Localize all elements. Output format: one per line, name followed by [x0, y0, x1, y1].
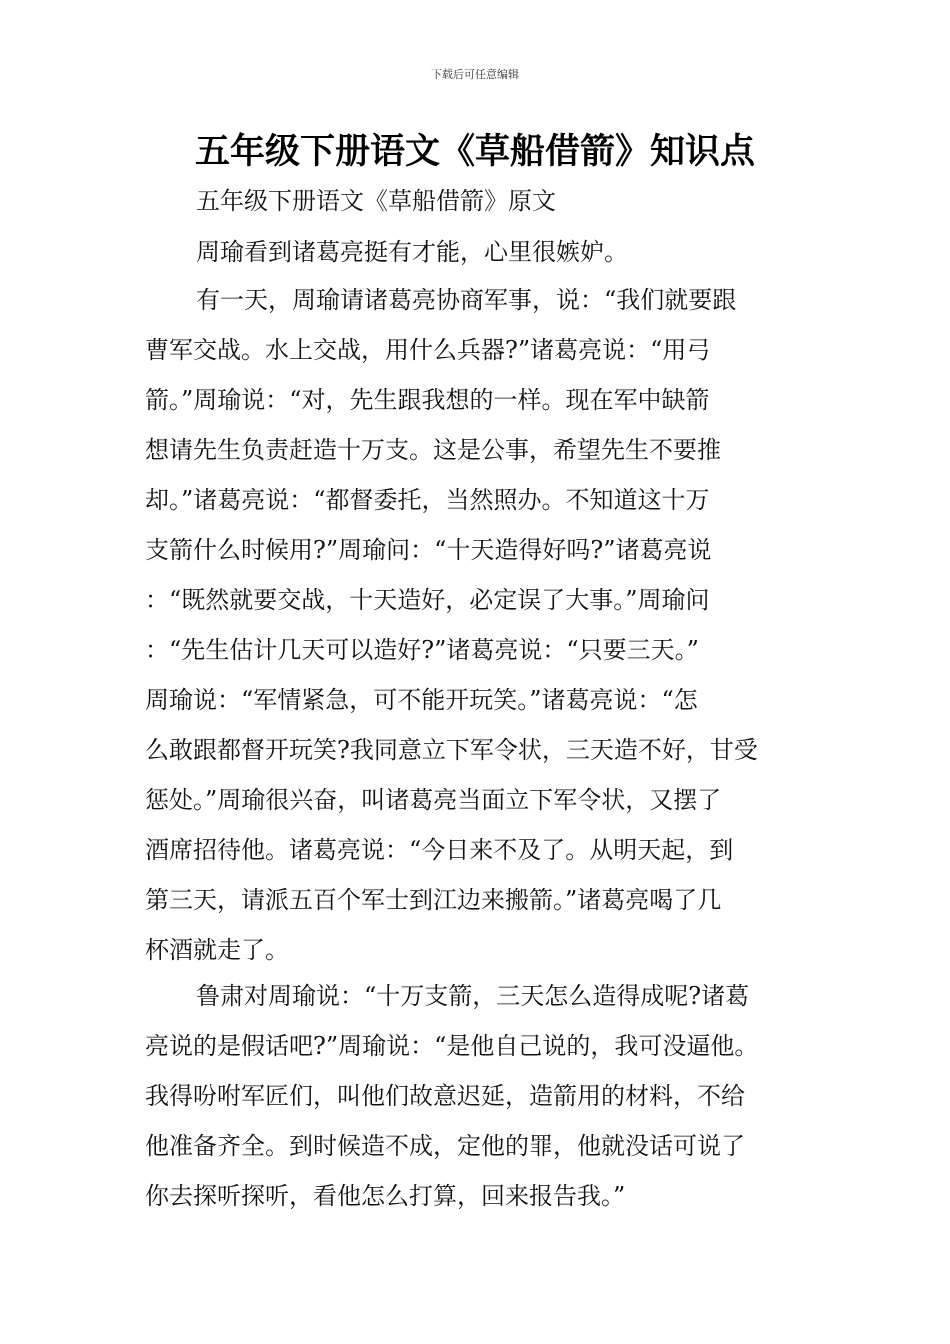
- paragraph-line: 亮说的是假话吧?”周瑜说：“是他自己说的，我可没逼他。: [145, 1032, 759, 1060]
- paragraph-line: 却。”诸葛亮说：“都督委托，当然照办。不知道这十万: [145, 486, 710, 514]
- paragraph-line: 惩处。”周瑜很兴奋，叫诸葛亮当面立下军令状，又摆了: [145, 786, 722, 814]
- paragraph-line: 杯酒就走了。: [145, 936, 289, 964]
- paragraph-line: 箭。”周瑜说：“对，先生跟我想的一样。现在军中缺箭: [145, 386, 710, 414]
- paragraph-line: 想请先生负责赶造十万支。这是公事，希望先生不要推: [145, 436, 721, 464]
- paragraph-line: 酒席招待他。诸葛亮说：“今日来不及了。从明天起，到: [145, 836, 734, 864]
- document-subtitle: 五年级下册语文《草船借箭》原文: [196, 187, 556, 215]
- paragraph-line: 周瑜说：“军情紧急，可不能开玩笑。”诸葛亮说：“怎: [145, 686, 698, 714]
- paragraph-line: ：“先生估计几天可以造好?”诸葛亮说：“只要三天。”: [145, 636, 699, 664]
- paragraph-line: 支箭什么时候用?”周瑜问：“十天造得好吗?”诸葛亮说: [145, 536, 712, 564]
- paragraph-line: 你去探听探听，看他怎么打算，回来报告我。”: [145, 1182, 626, 1210]
- paragraph-line: 周瑜看到诸葛亮挺有才能，心里很嫉妒。: [196, 238, 628, 266]
- document-title: 五年级下册语文《草船借箭》知识点: [194, 132, 755, 172]
- paragraph-line: 曹军交战。水上交战，用什么兵器?”诸葛亮说：“用弓: [145, 336, 711, 364]
- paragraph-line: 鲁肃对周瑜说：“十万支箭，三天怎么造得成呢?诸葛: [196, 982, 750, 1010]
- paragraph-1: [145, 227, 805, 277]
- paragraph-line: 他准备齐全。到时候造不成，定他的罪，他就没话可说了: [145, 1132, 745, 1160]
- paragraph-line: 么敢跟都督开玩笑?我同意立下军令状，三天造不好，甘受: [145, 736, 758, 764]
- paragraph-3: [145, 971, 805, 1221]
- page-header-note: 下载后可任意编辑: [431, 68, 519, 81]
- paragraph-2: [145, 275, 805, 975]
- paragraph-line: 有一天，周瑜请诸葛亮协商军事，说：“我们就要跟: [196, 286, 737, 314]
- paragraph-line: 第三天，请派五百个军士到江边来搬箭。”诸葛亮喝了几: [145, 886, 722, 914]
- paragraph-line: 我得吩咐军匠们，叫他们故意迟延，造箭用的材料，不给: [145, 1082, 745, 1110]
- paragraph-line: ：“既然就要交战，十天造好，必定误了大事。”周瑜问: [145, 586, 710, 614]
